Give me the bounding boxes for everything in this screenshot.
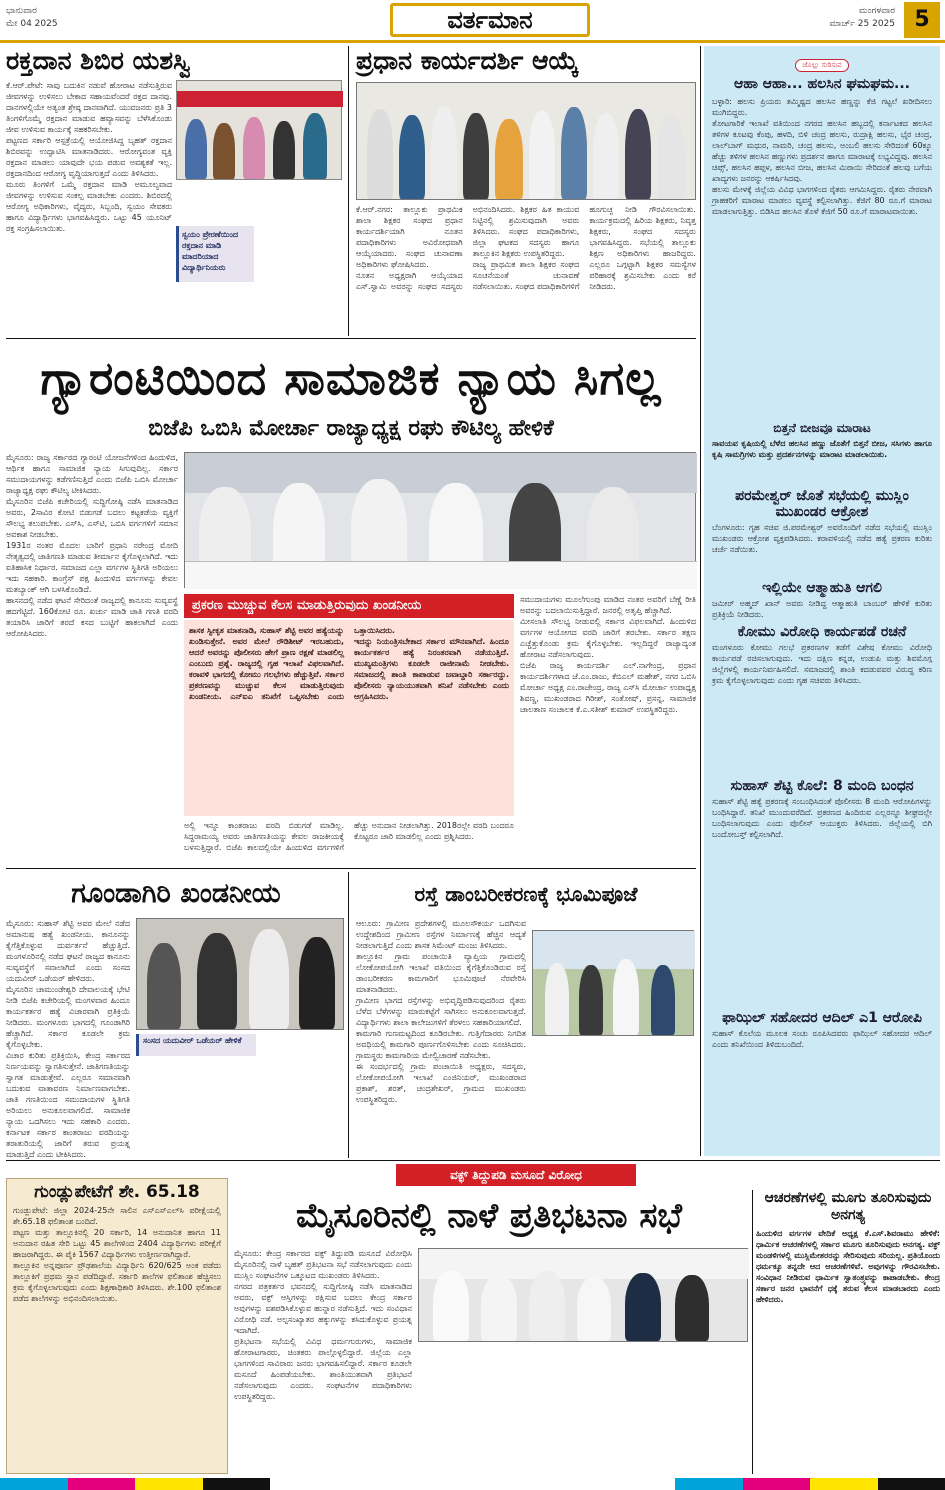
masthead-bar bbox=[0, 0, 945, 40]
photo-banner bbox=[177, 91, 343, 107]
column-divider bbox=[348, 872, 349, 1158]
bottom-mid-body-left: ಮೈಸೂರು: ಕೇಂದ್ರ ಸರ್ಕಾರದ ವಕ್ಫ್ ತಿದ್ದುಪಡಿ ಮಸೂದೆ ವಿರೋಧಿಸಿ ಮೈಸೂರಿನಲ್ಲಿ ನಾಳೆ ಬೃಹತ್ ಪ್ರತಿಭಟನಾ ಸಭೆ ನಡೆಸಲಾಗುವುದು ಎಂದು ಮುಸ್ಲಿಂ ಸಂಘಟನೆಗಳ ಒಕ್ಕೂಟದ ಮುಖಂಡರು ತಿಳಿಸಿದರು. ನಗರದ ಪತ್ರಕರ್ತರ ಭವನದಲ್ಲಿ ಸುದ್ದಿಗೋಷ್ಠಿ ನಡೆಸಿ ಮಾತನಾಡಿದ ಅವರು, ವಕ್ಫ್ ಆಸ್ತಿಗಳನ್ನು ರಕ್ಷಿಸುವ ಬದಲು ಕೇಂದ್ರ ಸರ್ಕಾರ ಅವುಗಳನ್ನು ವಶಪಡಿಸಿಕೊಳ್ಳುವ ಹುನ್ನಾರ ನಡೆಸುತ್ತಿದೆ. ಇದು ಸಂವಿಧಾನ ವಿರೋಧಿ ನಡೆ. ಅಲ್ಪಸಂಖ್ಯಾತರ ಹಕ್ಕುಗಳನ್ನು ಕಸಿದುಕೊಳ್ಳುವ ಪ್ರಯತ್ನ ಇದಾಗಿದೆ. ಪ್ರತಿಭಟನಾ ಸಭೆಯಲ್ಲಿ ವಿವಿಧ ಧರ್ಮಗುರುಗಳು, ಸಾಮಾಜಿಕ ಹೋರಾಟಗಾರರು, ಚಿಂತಕರು ಪಾಲ್ಗೊಳ್ಳಲಿದ್ದಾರೆ. ಜಿಲ್ಲೆಯ ಎಲ್ಲಾ ಭಾಗಗಳಿಂದ ಸಾವಿರಾರು ಜನರು ಭಾಗವಹಿಸಲಿದ್ದಾರೆ. ಸರ್ಕಾರ ಕೂಡಲೇ ಮಸೂದೆ ಹಿಂಪಡೆಯಬೇಕು. ಶಾಂತಿಯುತವಾಗಿ ಪ್ರತಿಭಟನೆ ನಡೆಸಲಾಗುವುದು ಎಂದರು. ಸಂಘಟನೆಗಳ ಪದಾಧಿಕಾರಿಗಳು ಉಪಸ್ಥಿತರಿದ್ದರು. bbox=[234, 1249, 412, 1401]
lead-body-left: ಮೈಸೂರು: ರಾಜ್ಯ ಸರ್ಕಾರದ ಗ್ಯಾರಂಟಿ ಯೋಜನೆಗಳಿಂದ ಹಿಂದುಳಿದ, ಆರ್ಥಿಕ ಹಾಗೂ ಸಾಮಾಜಿಕ ನ್ಯಾಯ ಸಿಗುವುದಿಲ್ಲ. ಸರ್ಕಾರ ಸಮುದಾಯಗಳನ್ನು ಕಡೆಗಣಿಸುತ್ತಿದೆ ಎಂದು ಬಿಜೆಪಿ ಒಬಿಸಿ ಮೋರ್ಚಾ ರಾಜ್ಯಾಧ್ಯಕ್ಷ ರಘು ಕೌಟಿಲ್ಯ ಟೀಕಿಸಿದರು. ಮೈಸೂರಿನ ಬಿಜೆಪಿ ಕಚೇರಿಯಲ್ಲಿ ಸುದ್ದಿಗೋಷ್ಠಿ ನಡೆಸಿ ಮಾತನಾಡಿದ ಅವರು, 2ಸಾವಿರ ಕೋಟಿ ಬಿಡುಗಡೆ ಬದಲು ಕಟ್ಟಕಡೆಯ ವ್ಯಕ್ತಿಗೆ ಸೌಲಭ್ಯ ತಲುಪಬೇಕು. ಎಸ್‌ಸಿ, ಎಸ್‌ಟಿ, ಒಬಿಸಿ ವರ್ಗಗಳಿಗೆ ಸಮಾನ ಅವಕಾಶ ನೀಡಬೇಕು. 1931ರ ನಂತರ ಮೊದಲ ಬಾರಿಗೆ ಪ್ರಧಾನಿ ನರೇಂದ್ರ ಮೋದಿ ನೇತೃತ್ವದಲ್ಲಿ ಜಾತಿಗಣತಿ ಮಾಡುವ ತೀರ್ಮಾನ ಕೈಗೊಳ್ಳಲಾಗಿದೆ. ಇದು ಐತಿಹಾಸಿಕ ನಿರ್ಧಾರ. ಸಮಾಜದ ಎಲ್ಲಾ ವರ್ಗಗಳ ಸ್ಥಿತಿಗತಿ ಅರಿಯಲು ಇದು ಸಹಕಾರಿ. ಕಾಂಗ್ರೆಸ್ ಪಕ್ಷ ಹಿಂದುಳಿದ ವರ್ಗಗಳನ್ನು ಕೇವಲ ಮತಬ್ಯಾಂಕ್ ಆಗಿ ಬಳಸಿಕೊಂಡಿದೆ. ಹಾಸನದಲ್ಲಿ ನಡೆದ ಘಟನೆ ಸೇರಿದಂತೆ ರಾಜ್ಯದಲ್ಲಿ ಕಾನೂನು ಸುವ್ಯವಸ್ಥೆ ಹದಗೆಟ್ಟಿದೆ. 160ಕೋಟಿ ರೂ. ಖರ್ಚು ಮಾಡಿ ಜಾತಿ ಗಣತಿ ವರದಿ ತಯಾರಿಸಿ ಜಾರಿಗೆ ತರದೆ ಕಸದ ಬುಟ್ಟಿಗೆ ಹಾಕಲಾಗಿದೆ ಎಂದು ಆರೋಪಿಸಿದರು. bbox=[6, 453, 178, 638]
bottom-left-headline: ಗುಂಡ್ಲುಪೇಟೆಗೆ ಶೇ. 65.18 bbox=[34, 1182, 200, 1202]
sidebar-s2-head: ಬಿತ್ತನೆ ಬೀಜವೂ ಮಾರಾಟ bbox=[773, 421, 871, 436]
person-silhouette bbox=[579, 965, 603, 1035]
sidebar-tag: ಜೊಲ್ಲು ಸುರಿಸುವ bbox=[795, 59, 848, 72]
person-silhouette bbox=[481, 1275, 517, 1341]
lead-headline: ಗ್ಯಾರಂಟಿಯಿಂದ ಸಾಮಾಜಿಕ ನ್ಯಾಯ ಸಿಗಲ್ಲ bbox=[40, 351, 662, 405]
sidebar-s6-body: ಸುಹಾಸ್ ಶೆಟ್ಟಿ ಹತ್ಯೆ ಪ್ರಕರಣಕ್ಕೆ ಸಂಬಂಧಿಸಿದಂತೆ ಪೊಲೀಸರು 8 ಮಂದಿ ಆರೋಪಿಗಳನ್ನು ಬಂಧಿಸಿದ್ದಾರೆ. ತನಿಖೆ ಮುಂದುವರೆದಿದೆ. ಪ್ರಕರಣದ ಹಿಂದಿರುವ ಎಲ್ಲರನ್ನೂ ಶೀಘ್ರದಲ್ಲೇ ಬಂಧಿಸಲಾಗುವುದು ಎಂದು ಪೊಲೀಸ್ ಆಯುಕ್ತರು ತಿಳಿಸಿದರು. ಜಿಲ್ಲೆಯಲ್ಲಿ ಬಿಗಿ ಬಂದೋಬಸ್ತ್ ಕಲ್ಪಿಸಲಾಗಿದೆ. bbox=[712, 797, 935, 840]
sidebar-tag-wrap bbox=[704, 52, 940, 72]
person-silhouette bbox=[431, 107, 457, 199]
sidebar-s4-body: ಜಮೀರ್ ಅಹ್ಮದ್ ಖಾನ್ ಅವರು ನೀಡಿದ್ದ ಆತ್ಮಾಹುತಿ ಬಾಂಬರ್ ಹೇಳಿಕೆ ಕುರಿತು ಪ್ರತಿಕ್ರಿಯೆ ನೀಡಿದರು. bbox=[712, 599, 935, 620]
bottom-right-body: ಹಿಂದುಳಿದ ವರ್ಗಗಳ ವೇದಿಕೆ ಅಧ್ಯಕ್ಷ ಕೆ.ಎಸ್.ಶಿವರಾಮು ಹೇಳಿಕೆ: ಧಾರ್ಮಿಕ ಆಚರಣೆಗಳಲ್ಲಿ ಸರ್ಕಾರ ಮೂಗು ತೂರಿಸುವುದು ಅನಗತ್ಯ. ವಕ್ಫ್ ಮಂಡಳಿಗಳಲ್ಲಿ ಮುಸ್ಲಿಮೇತರರನ್ನು ಸೇರಿಸುವುದು ಸರಿಯಲ್ಲ. ಪ್ರತಿಯೊಂದು ಧರ್ಮಕ್ಕೂ ತನ್ನದೇ ಆದ ಆಚರಣೆಗಳಿವೆ. ಅವುಗಳನ್ನು ಗೌರವಿಸಬೇಕು. ಸಂವಿಧಾನ ನೀಡಿರುವ ಧಾರ್ಮಿಕ ಸ್ವಾತಂತ್ರ್ಯವನ್ನು ಕಾಪಾಡಬೇಕು. ಕೇಂದ್ರ ಸರ್ಕಾರ ಜನರ ಭಾವನೆಗೆ ಧಕ್ಕೆ ತರುವ ಕೆಲಸ ಮಾಡಬಾರದು ಎಂದು ಹೇಳಿದರು. bbox=[756, 1229, 943, 1304]
sidebar-s3-head: ಪರಮೇಶ್ವರ್ ಜೊತೆ ಸಭೆಯಲ್ಲಿ ಮುಸ್ಲಿಂ ಮುಖಂಡರ ಆಕ್ರೋಶ bbox=[735, 487, 909, 520]
sidebar-s7-head: ಫಾಝಿಲ್ ಸಹೋದರ ಆದಿಲ್ ಎ1 ಆರೋಪಿ bbox=[722, 1010, 922, 1027]
story3-body-right bbox=[260, 1034, 344, 1158]
person-silhouette bbox=[529, 1271, 565, 1341]
story1-photo bbox=[176, 80, 342, 180]
lead-photo bbox=[184, 452, 696, 588]
sidebar-s5-head: ಕೋಮು ವಿರೋಧಿ ಕಾರ್ಯಪಡೆ ರಚನೆ bbox=[737, 624, 907, 641]
masthead-title-box bbox=[390, 3, 590, 37]
person-silhouette bbox=[613, 959, 639, 1035]
person-silhouette bbox=[561, 107, 587, 199]
bottom-mid-body-right bbox=[418, 1346, 748, 1474]
story4-photo bbox=[532, 930, 694, 1036]
bottom-left-body: ಗುಂಡ್ಲುಪೇಟೆ: ಜಿಲ್ಲಾ 2024-25ನೇ ಸಾಲಿನ ಎಸ್‌ಎಸ್‌ಎಲ್‌ಸಿ ಪರೀಕ್ಷೆಯಲ್ಲಿ ಶೇ.65.18 ಫಲಿತಾಂಶ ಬಂದಿದೆ. ಪಟ್ಟಣ ಮತ್ತು ತಾಲ್ಲೂಕಿನಲ್ಲಿ 20 ಸರ್ಕಾರಿ, 14 ಅನುದಾನಿತ ಹಾಗೂ 11 ಅನುದಾನ ರಹಿತ ಸೇರಿ ಒಟ್ಟು 45 ಶಾಲೆಗಳಿಂದ 2404 ವಿದ್ಯಾರ್ಥಿಗಳು ಪರೀಕ್ಷೆಗೆ ಹಾಜರಾಗಿದ್ದರು. ಈ ಪೈಕಿ 1567 ವಿದ್ಯಾರ್ಥಿಗಳು ಉತ್ತೀರ್ಣರಾಗಿದ್ದಾರೆ. ತಾಲ್ಲೂಕಿನ ಅನ್ನಪೂರ್ಣ ಪ್ರೌಢಶಾಲೆಯ ವಿದ್ಯಾರ್ಥಿನಿ 620/625 ಅಂಕ ಪಡೆದು ತಾಲ್ಲೂಕಿಗೆ ಪ್ರಥಮ ಸ್ಥಾನ ಪಡೆದಿದ್ದಾರೆ. ಸರ್ಕಾರಿ ಶಾಲೆಗಳ ಫಲಿತಾಂಶ ಹೆಚ್ಚಿಸಲು ಕ್ರಮ ಕೈಗೊಳ್ಳಲಾಗುವುದು ಎಂದು ಶಿಕ್ಷಣಾಧಿಕಾರಿ ತಿಳಿಸಿದರು. ಶೇ.100 ಫಲಿತಾಂಶ ಪಡೆದ ಶಾಲೆಗಳನ್ನು ಅಭಿನಂದಿಸಲಾಯಿತು. bbox=[13, 1206, 221, 1303]
person-silhouette bbox=[625, 1273, 661, 1341]
sidebar-s7-body: ಸುಹಾಸ್ ಕೊಲೆಯ ಮೂಲಕ ಸಂಚು ರೂಪಿಸಿದವರು ಫಾಝಿಲ್ ಸಹೋದರ ಆದಿಲ್ ಎಂದು ತನಿಖೆಯಿಂದ ತಿಳಿದುಬಂದಿದೆ. bbox=[712, 1029, 935, 1050]
person-silhouette bbox=[273, 121, 295, 179]
person-silhouette bbox=[249, 929, 289, 1029]
story1-body: ಕೆ.ಆರ್.ಪೇಟೆ: ಸಾವು ಬದುಕಿನ ನಡುವೆ ಹೋರಾಟ ನಡೆಸುತ್ತಿರುವ ಜೀವಗಳನ್ನು ಉಳಿಸಲು ಬೇಕಾದ ಸಹಾಯವೆಂದರೆ ರಕ್ತದ ದಾನವು. ದಾನಗಳಲ್ಲಿಯೇ ಅತ್ಯಂತ ಶ್ರೇಷ್ಠ ದಾನವಾಗಿದೆ. ಯುವಜನರು ಪ್ರತಿ 3 ತಿಂಗಳಿಗೊಮ್ಮೆ ರಕ್ತದಾನ ಮಾಡುವ ಹವ್ಯಾಸವನ್ನು ಬೆಳೆಸಿಕೊಂಡು ಜೀವ ಉಳಿಸುವ ಕಾರ್ಯಕ್ಕೆ ಸಹಕರಿಸಬೇಕು. ಪಟ್ಟಣದ ಸರ್ಕಾರಿ ಆಸ್ಪತ್ರೆಯಲ್ಲಿ ಆಯೋಜಿಸಿದ್ದ ಬೃಹತ್ ರಕ್ತದಾನ ಶಿಬಿರವನ್ನು ಉದ್ಘಾಟಿಸಿ ಮಾತನಾಡಿದರು. ಆರೋಗ್ಯವಂತ ವ್ಯಕ್ತಿ ರಕ್ತದಾನ ಮಾಡಲು ಯಾವುದೇ ಭಯ ಪಡುವ ಅವಶ್ಯಕತೆ ಇಲ್ಲ. ರಕ್ತದಾನದಿಂದ ಆರೋಗ್ಯ ವೃದ್ಧಿಯಾಗುತ್ತದೆ ಎಂದು ತಿಳಿಸಿದರು. ಮೂರು ತಿಂಗಳಿಗೆ ಒಮ್ಮೆ ರಕ್ತದಾನ ಮಾಡಿ ಅಮೂಲ್ಯವಾದ ಜೀವಗಳನ್ನು ಉಳಿಸುವ ಸಂಕಲ್ಪ ಮಾಡಬೇಕು ಎಂದರು. ಶಿಬಿರದಲ್ಲಿ ಆರೋಗ್ಯ ಅಧಿಕಾರಿಗಳು, ವೈದ್ಯರು, ಸಿಬ್ಬಂದಿ, ಸ್ವಯಂ ಸೇವಕರು ಹಾಗೂ ವಿದ್ಯಾರ್ಥಿಗಳು ಭಾಗವಹಿಸಿದ್ದರು. ಒಟ್ಟು 45 ಯೂನಿಟ್ ರಕ್ತ ಸಂಗ್ರಹಿಸಲಾಯಿತು. bbox=[6, 81, 172, 233]
registration-strip bbox=[0, 1478, 945, 1490]
day-right: ಮಂಗಳವಾರ bbox=[858, 6, 895, 16]
sidebar-s5-body: ಮಂಗಳೂರು ಕೋಮು ಗಲಭೆ ಪ್ರಕರಣಗಳ ತಡೆಗೆ ವಿಶೇಷ ಕೋಮು ವಿರೋಧಿ ಕಾರ್ಯಪಡೆ ರಚಿಸಲಾಗುವುದು. ಇದು ದಕ್ಷಿಣ ಕನ್ನಡ, ಉಡುಪಿ ಮತ್ತು ಶಿವಮೊಗ್ಗ ಜಿಲ್ಲೆಗಳಲ್ಲಿ ಕಾರ್ಯನಿರ್ವಹಿಸಲಿದೆ. ಸಮಾಜದಲ್ಲಿ ಶಾಂತಿ ಕದಡುವವರ ವಿರುದ್ಧ ಕಠಿಣ ಕ್ರಮ ಕೈಗೊಳ್ಳಲಾಗುವುದು ಎಂದು ಗೃಹ ಸಚಿವರು ತಿಳಿಸಿದರು. bbox=[712, 643, 935, 686]
story2-headline: ಪ್ರಧಾನ ಕಾರ್ಯದರ್ಶಿ ಆಯ್ಕೆ bbox=[356, 46, 579, 75]
person-silhouette bbox=[577, 1277, 611, 1341]
story4-headline: ರಸ್ತೆ ಡಾಂಬರೀಕರಣಕ್ಕೆ ಭೂಮಿಪೂಜೆ bbox=[414, 882, 638, 906]
person-silhouette bbox=[625, 109, 651, 199]
sidebar-s1-body: ಬಳ್ಳಾರಿ: ಹಲಸು ಪ್ರಿಯರು ತಮ್ಮಿಷ್ಟದ ಹಲಸಿನ ಹಣ್ಣನ್ನು ಕೆಜಿ ಗಟ್ಟಲೆ ಖರೀದಿಸಲು ಮುಗಿಬಿದ್ದರು. ತೋಟಗಾರಿಕೆ ಇಲಾಖೆ ವತಿಯಿಂದ ನಗರದ ಹಲಸಿನ ಹಬ್ಬದಲ್ಲಿ ಕರ್ನಾಟಕದ ಹಲಸಿನ ತಳಿಗಳ ಕೂಟವು ಕೆಂಪು, ಹಳದಿ, ಬಿಳಿ ಚಂದ್ರ ಹಲಸು, ರುದ್ರಾಕ್ಷಿ ಹಲಸು, ಭೈರ ಚಂದ್ರ, ಲಾಲ್‌ಬಾಗ್ ಮಧುರ, ನಾಮರಿ, ಚಂದ್ರ ಹಲಸು, ಅಂಬಲಿ ಹಲಸು ಸೇರಿದಂತೆ 60ಕ್ಕೂ ಹೆಚ್ಚು ತಳಿಗಳ ಹಲಸಿನ ಹಣ್ಣುಗಳು ಪ್ರದರ್ಶನ ಹಾಗೂ ಮಾರಾಟಕ್ಕೆ ಲಭ್ಯವಿದ್ದವು. ಹಲಸಿನ ಚಿಪ್ಸ್, ಹಲಸಿನ ಹಪ್ಪಳ, ಹಲಸಿನ ಬೀಜ, ಹಲಸಿನ ಮಿಠಾಯಿ ಸೇರಿದಂತೆ ಹಲವು ಬಗೆಯ ಖಾದ್ಯಗಳು ಜನರನ್ನು ಆಕರ್ಷಿಸಿದವು. ಹಲಸು ಮೇಳಕ್ಕೆ ಜಿಲ್ಲೆಯ ವಿವಿಧ ಭಾಗಗಳಿಂದ ರೈತರು ಆಗಮಿಸಿದ್ದರು. ರೈತರು ನೇರವಾಗಿ ಗ್ರಾಹಕರಿಗೆ ಮಾರಾಟ ಮಾಡಲು ವ್ಯವಸ್ಥೆ ಕಲ್ಪಿಸಲಾಗಿತ್ತು. ಕೆಜಿಗೆ 80 ರೂ.ಗೆ ಮಾರಾಟ ಮಾಡಲಾಗುತ್ತಿತ್ತು. ಬಿಡಿಸಿದ ಹಲಸಿನ ತೊಳೆ ಕೆಜಿಗೆ 50 ರೂ.ಗೆ ಮಾರಾಟವಾಯಿತು. bbox=[712, 97, 932, 217]
sidebar bbox=[704, 46, 940, 1156]
person-silhouette bbox=[367, 109, 393, 199]
date-right: ಮಾರ್ಚ್ 25 2025 bbox=[829, 19, 895, 29]
section-rule bbox=[6, 338, 696, 339]
lead-subhead: ಬಿಜೆಪಿ ಒಬಿಸಿ ಮೋರ್ಚಾ ರಾಜ್ಯಾಧ್ಯಕ್ಷ ರಘು ಕೌಟಿಲ್ಯ ಹೇಳಿಕೆ bbox=[148, 416, 554, 441]
sidebar-s3-body: ಬೆಂಗಳೂರು: ಗೃಹ ಸಚಿವ ಜಿ.ಪರಮೇಶ್ವರ್ ಅವರೊಂದಿಗೆ ನಡೆದ ಸಭೆಯಲ್ಲಿ ಮುಸ್ಲಿಂ ಮುಖಂಡರು ಆಕ್ರೋಶ ವ್ಯಕ್ತಪಡಿಸಿದರು. ಕರಾವಳಿಯಲ್ಲಿ ನಡೆದ ಹತ್ಯೆ ಪ್ರಕರಣ ಕುರಿತು ಚರ್ಚೆ ನಡೆಯಿತು. bbox=[712, 523, 935, 555]
bottom-mid-photo bbox=[418, 1248, 748, 1342]
lead-body-bottom: ಅಲ್ಲಿ ಇನ್ನೂ ಕಾಂತರಾಜು ವರದಿ ಬಿಡುಗಡೆ ಮಾಡಿಲ್ಲ. ಸಿದ್ದರಾಮಯ್ಯ ಅವರು ಜಾತಿಗಣತಿಯನ್ನು ಕೇವಲ ರಾಜಕೀಯಕ್ಕೆ ಬಳಸುತ್ತಿದ್ದಾರೆ. ಬಿಜೆಪಿ ಕಾಲದಲ್ಲಿಯೇ ಹಿಂದುಳಿದ ವರ್ಗಗಳಿಗೆ ಹೆಚ್ಚು ಅನುದಾನ ನೀಡಲಾಗಿತ್ತು. 2018ರಲ್ಲೇ ವರದಿ ಬಂದರೂ ಕೊಟ್ಟರೂ ಜಾರಿ ಮಾಡಲಿಲ್ಲ ಎಂದು ಪ್ರಶ್ನಿಸಿದರು. bbox=[184, 821, 517, 852]
press-table bbox=[185, 561, 697, 589]
date-left: ಮೇ 04 2025 bbox=[6, 19, 58, 29]
waqf-tag-wrap bbox=[396, 1164, 636, 1186]
sidebar-s2-body: ಸಾವಯವ ಕೃಷಿಯಲ್ಲಿ ಬೆಳೆದ ಹಲಸಿನ ಹಣ್ಣು ಜೊತೆಗೆ ಬಿತ್ತನೆ ಬೀಜ, ಸಸಿಗಳು ಹಾಗೂ ಕೃಷಿ ಸಾಮಗ್ರಿಗಳು ಮತ್ತು ಪ್ರದರ್ಶನಗಳನ್ನು ಮಾರಾಟ ಮಾಡಲಾಯಿತು. bbox=[712, 438, 935, 459]
date-right-block bbox=[785, 5, 895, 35]
person-silhouette bbox=[213, 123, 235, 179]
bottom-mid-headline: ಮೈಸೂರಿನಲ್ಲಿ ನಾಳೆ ಪ್ರತಿಭಟನಾ ಸಭೆ bbox=[295, 1196, 683, 1236]
date-left-block bbox=[6, 5, 126, 35]
bottom-right-box bbox=[756, 1190, 943, 1474]
person-silhouette bbox=[495, 119, 523, 199]
person-silhouette bbox=[529, 111, 555, 199]
callout-text: ಸಂಸದ ಯದುವೀರ್ ಒಡೆಯರ್ ಹೇಳಿಕೆ bbox=[143, 1036, 242, 1045]
person-silhouette bbox=[545, 963, 569, 1035]
story2-body: ಕೆ.ಆರ್.ನಗರ: ತಾಲ್ಲೂಕು ಪ್ರಾಥಮಿಕ ಶಾಲಾ ಶಿಕ್ಷಕರ ಸಂಘದ ಪ್ರಧಾನ ಕಾರ್ಯದರ್ಶಿಯಾಗಿ ನೂತನ ಪದಾಧಿಕಾರಿಗಳು ಅವಿರೋಧವಾಗಿ ಆಯ್ಕೆಯಾದರು. ಸಂಘದ ಚುನಾವಣಾ ಅಧಿಕಾರಿಗಳು ಘೋಷಿಸಿದರು. ನೂತನ ಅಧ್ಯಕ್ಷರಾಗಿ ಆಯ್ಕೆಯಾದ ಎಸ್.ಸ್ವಾಮಿ ಅವರನ್ನು ಸಂಘದ ಸದಸ್ಯರು ಅಭಿನಂದಿಸಿದರು. ಶಿಕ್ಷಕರ ಹಿತ ಕಾಯುವ ನಿಟ್ಟಿನಲ್ಲಿ ಶ್ರಮಿಸುವುದಾಗಿ ಅವರು ತಿಳಿಸಿದರು. ಸಂಘದ ಪದಾಧಿಕಾರಿಗಳು, ಜಿಲ್ಲಾ ಘಟಕದ ಸದಸ್ಯರು ಹಾಗೂ ತಾಲ್ಲೂಕಿನ ಶಿಕ್ಷಕರು ಉಪಸ್ಥಿತರಿದ್ದರು. ರಾಜ್ಯ ಪ್ರಾಥಮಿಕ ಶಾಲಾ ಶಿಕ್ಷಕರ ಸಂಘದ ಸೂಚನೆಯಂತೆ ಚುನಾವಣೆ ನಡೆಸಲಾಯಿತು. ಸಂಘದ ಪದಾಧಿಕಾರಿಗಳಿಗೆ ಹೂಗುಚ್ಛ ನೀಡಿ ಗೌರವಿಸಲಾಯಿತು. ಕಾರ್ಯಕ್ರಮದಲ್ಲಿ ಹಿರಿಯ ಶಿಕ್ಷಕರು, ನಿವೃತ್ತ ಶಿಕ್ಷಕರು, ಸಂಘದ ಸದಸ್ಯರು ಭಾಗವಹಿಸಿದ್ದರು. ಸಭೆಯಲ್ಲಿ ತಾಲ್ಲೂಕು ಶಿಕ್ಷಣ ಅಧಿಕಾರಿಗಳು ಹಾಜರಿದ್ದರು. ಎಲ್ಲರೂ ಒಗ್ಗಟ್ಟಾಗಿ ಶಿಕ್ಷಕರ ಸಮಸ್ಯೆಗಳ ಪರಿಹಾರಕ್ಕೆ ಶ್ರಮಿಸಬೇಕು ಎಂದು ಕರೆ ನೀಡಿದರು. bbox=[356, 205, 696, 291]
story1-callout bbox=[176, 226, 254, 282]
header-rule bbox=[0, 40, 945, 43]
story1-headline: ರಕ್ತದಾನ ಶಿಬಿರ ಯಶಸ್ವಿ bbox=[6, 46, 191, 75]
lead-body-right: ಸಮುದಾಯಗಳು ಮೂಲೆಗುಂಪು ಮಾಡಿದ ನಂತರ ಅವರಿಗೆ ಬೆಣ್ಣೆ ರೀತಿ ಅವರನ್ನು ಬದಲಾಯಿಸುತ್ತಿದ್ದಾರೆ. ಜನರಲ್ಲಿ ಅತೃಪ್ತಿ ಹೆಚ್ಚಾಗಿದೆ. ಮೀಸಲಾತಿ ಸೌಲಭ್ಯ ನೀಡುವಲ್ಲಿ ಸರ್ಕಾರ ವಿಫಲವಾಗಿದೆ. ಹಿಂದುಳಿದ ವರ್ಗಗಳ ಆಯೋಗದ ವರದಿ ಜಾರಿಗೆ ತರಬೇಕು. ಸರ್ಕಾರ ತಕ್ಷಣ ಎಚ್ಚೆತ್ತುಕೊಂಡು ಕ್ರಮ ಕೈಗೊಳ್ಳಬೇಕು. ಇಲ್ಲದಿದ್ದರೆ ರಾಜ್ಯಾದ್ಯಂತ ಹೋರಾಟ ನಡೆಸಲಾಗುವುದು. ಬಿಜೆಪಿ ರಾಜ್ಯ ಕಾರ್ಯದರ್ಶಿ ಎಲ್.ನಾಗೇಂದ್ರ, ಪ್ರಧಾನ ಕಾರ್ಯದರ್ಶಿಗಳಾದ ಜೆ.ಎಂ.ರಾಜು, ಕೆಬಿಎಲ್ ಮಹೇಶ್, ನಗರ ಒಬಿಸಿ ಮೋರ್ಚಾ ಅಧ್ಯಕ್ಷ ಎಂ.ರಾಜೇಂದ್ರ, ರಾಜ್ಯ ಎಸ್‌ಸಿ ಮೋರ್ಚಾ ಉಪಾಧ್ಯಕ್ಷ ಶಿವಣ್ಣ, ಮುಖಂಡರಾದ ಗಿರೀಶ್, ಸಂತೋಷ್, ಪ್ರಸನ್ನ, ಸಾಮಾಜಿಕ ಜಾಲತಾಣ ಸಂಚಾಲಕ ಕೆ.ಎ.ಸತೀಶ್ ಕುಮಾರ್ ಉಪಸ್ಥಿತರಿದ್ದರು. bbox=[520, 595, 696, 714]
person-silhouette bbox=[463, 113, 489, 199]
photo-backdrop bbox=[419, 1249, 749, 1279]
lead-red-banner: ಪ್ರಕರಣ ಮುಚ್ಚುವ ಕೆಲಸ ಮಾಡುತ್ತಿರುವುದು ಖಂಡನೀಯ bbox=[184, 594, 514, 618]
story3-callout bbox=[136, 1034, 256, 1056]
story3-body-left: ಮೈಸೂರು: ಸುಹಾಸ್ ಶೆಟ್ಟಿ ಅವರ ಮೇಲೆ ನಡೆದ ಅಮಾನುಷ ಹತ್ಯೆ ಖಂಡನೀಯ. ಕಾನೂನನ್ನು ಕೈಗೆತ್ತಿಕೊಳ್ಳುವ ದುರ್ವರ್ತನೆ ಹೆಚ್ಚುತ್ತಿದೆ. ಮಂಗಳೂರಿನಲ್ಲಿ ನಡೆದ ಘಟನೆ ರಾಜ್ಯದ ಕಾನೂನು ಸುವ್ಯವಸ್ಥೆಗೆ ಸವಾಲಾಗಿದೆ ಎಂದು ಸಂಸದ ಯದುವೀರ್ ಒಡೆಯರ್ ಹೇಳಿದರು. ಮೈಸೂರಿನ ಚಾಮುಂಡೇಶ್ವರಿ ದೇವಾಲಯಕ್ಕೆ ಭೇಟಿ ನೀಡಿ ಬಿಜೆಪಿ ಕಚೇರಿಯಲ್ಲಿ ಮಂಗಳವಾರ ಹಿಂದೂ ಕಾರ್ಯಕರ್ತರ ಹತ್ಯೆ ವಿಚಾರವಾಗಿ ಪ್ರತಿಕ್ರಿಯೆ ನೀಡಿದರು. ಮಂಗಳೂರು ಭಾಗದಲ್ಲಿ ಗೂಂಡಾಗಿರಿ ಹೆಚ್ಚಾಗಿದೆ. ಸರ್ಕಾರ ಕೂಡಲೇ ಕ್ರಮ ಕೈಗೊಳ್ಳಬೇಕು. ವಿಚಾರ ಕುರಿತು ಪ್ರತಿಕ್ರಿಯಿಸಿ, ಕೇಂದ್ರ ಸರ್ಕಾರದ ನಿರ್ಣಯವನ್ನು ಸ್ವಾಗತಿಸುತ್ತೇನೆ. ಜಾತಿಗಣತಿಯನ್ನು ಸ್ವಾಗತ ಮಾಡುತ್ತೇವೆ. ಎಲ್ಲರೂ ಸಮಾನವಾಗಿ ಬದುಕುವ ವಾತಾವರಣ ನಿರ್ಮಾಣವಾಗಬೇಕು. ಜಾತಿ ಗಣತಿಯಿಂದ ಸಮುದಾಯಗಳ ಸ್ಥಿತಿಗತಿ ಅರಿಯಲು ಅನುಕೂಲವಾಗಲಿದೆ. ಸಾಮಾಜಿಕ ನ್ಯಾಯ ಒದಗಿಸಲು ಇದು ಸಹಕಾರಿ ಎಂದರು. ಕರ್ನಾಟಕ ಸರ್ಕಾರ ಕಾಂತರಾಜು ವರದಿಯನ್ನು ತರಾತುರಿಯಲ್ಲಿ ಜಾರಿಗೆ ತರುವ ಪ್ರಯತ್ನ ಮಾಡುತ್ತಿದೆ ಎಂದು ಟೀಕಿಸಿದರು. bbox=[6, 919, 130, 1159]
sidebar-s4-head: ಇಲ್ಲಿಯೇ ಆತ್ಮಾಹುತಿ ಆಗಲಿ bbox=[762, 580, 882, 597]
sidebar-s1-head: ಆಹಾ ಆಹಾ... ಹಲಸಿನ ಘಮಘಮ... bbox=[734, 76, 910, 92]
person-silhouette bbox=[657, 115, 685, 199]
person-silhouette bbox=[593, 113, 619, 199]
bottom-right-headline: ಆಚರಣೆಗಳಲ್ಲಿ ಮೂಗು ತೂರಿಸುವುದು ಅನಗತ್ಯ bbox=[764, 1190, 932, 1223]
person-silhouette bbox=[675, 1275, 709, 1341]
story4-body-right bbox=[532, 1040, 694, 1158]
person-silhouette bbox=[299, 937, 335, 1029]
person-silhouette bbox=[651, 965, 675, 1035]
lead-pink-box: ಶಾಸಕ ಸ್ವೀಕೃತ ಮಾತನಾಡಿ, ಸುಹಾಸ್ ಶೆಟ್ಟಿ ಅವರ ಹತ್ಯೆಯನ್ನು ಖಂಡಿಸುತ್ತೇನೆ. ಅವರ ಮೇಲೆ ರೌಡಿಶೀಟ್ ಇರಬಹುದು, ಆದರೆ ಅವರನ್ನು ಪೊಲೀಸರು ಹೇಗೆ ಪ್ರಾಣ ರಕ್ಷಣೆ ಮಾಡಲಿಲ್ಲ ಎಂಬುದು ಪ್ರಶ್ನೆ. ರಾಜ್ಯದಲ್ಲಿ ಗೃಹ ಇಲಾಖೆ ವಿಫಲವಾಗಿದೆ. ಕರಾವಳಿ ಭಾಗದಲ್ಲಿ ಕೋಮು ಗಲಭೆಗಳು ಹೆಚ್ಚುತ್ತಿವೆ. ಸರ್ಕಾರ ಪ್ರಕರಣವನ್ನು ಮುಚ್ಚುವ ಕೆಲಸ ಮಾಡುತ್ತಿರುವುದು ಖಂಡನೀಯ. ಎನ್ಐಎ ತನಿಖೆಗೆ ಒಪ್ಪಿಸಬೇಕು ಎಂದು ಒತ್ತಾಯಿಸಿದರು. ಇದನ್ನು ನಿಯಂತ್ರಿಸಬೇಕಾದ ಸರ್ಕಾರ ಮೌನವಾಗಿದೆ. ಹಿಂದೂ ಕಾರ್ಯಕರ್ತರ ಹತ್ಯೆ ನಿರಂತರವಾಗಿ ನಡೆಯುತ್ತಿದೆ. ಮುಖ್ಯಮಂತ್ರಿಗಳು ಕೂಡಲೇ ರಾಜೀನಾಮೆ ನೀಡಬೇಕು. ಸಮಾಜದಲ್ಲಿ ಶಾಂತಿ ಕಾಪಾಡುವ ಜವಾಬ್ದಾರಿ ಸರ್ಕಾರದ್ದು. ಪೊಲೀಸರು ನ್ಯಾಯಯುತವಾಗಿ ತನಿಖೆ ನಡೆಸಬೇಕು ಎಂದು ಆಗ್ರಹಿಸಿದರು. bbox=[184, 620, 514, 816]
waqf-tag: ವಕ್ಫ್ ತಿದ್ದುಪಡಿ ಮಸೂದೆ ವಿರೋಧ bbox=[396, 1164, 636, 1186]
person-silhouette bbox=[433, 1271, 469, 1341]
sidebar-s6-head: ಸುಹಾಸ್ ಶೆಟ್ಟಿ ಕೊಲೆ: 8 ಮಂದಿ ಬಂಧನ bbox=[730, 778, 914, 795]
page-number-box bbox=[904, 2, 940, 38]
page-number: 5 bbox=[914, 7, 930, 32]
person-silhouette bbox=[185, 119, 207, 179]
story2-photo bbox=[356, 82, 696, 200]
person-silhouette bbox=[243, 117, 265, 179]
story3-photo bbox=[136, 918, 344, 1030]
section-rule bbox=[6, 868, 696, 869]
day-label: ಭಾನುವಾರ bbox=[6, 6, 37, 16]
story4-body: ಆಲೂರು: ಗ್ರಾಮೀಣ ಪ್ರದೇಶಗಳಲ್ಲಿ ಮೂಲಸೌಕರ್ಯ ಒದಗಿಸುವ ಉದ್ದೇಶದಿಂದ ಗ್ರಾಮೀಣ ರಸ್ತೆಗಳ ನಿರ್ಮಾಣಕ್ಕೆ ಹೆಚ್ಚಿನ ಆದ್ಯತೆ ನೀಡಲಾಗುತ್ತಿದೆ ಎಂದು ಶಾಸಕ ಸಿಮೆಂಟ್ ಮಂಜು ತಿಳಿಸಿದರು. ತಾಲ್ಲೂಕಿನ ಗ್ರಾಮ ಪಂಚಾಯಿತಿ ವ್ಯಾಪ್ತಿಯ ಗ್ರಾಮದಲ್ಲಿ ಲೋಕೋಪಯೋಗಿ ಇಲಾಖೆ ವತಿಯಿಂದ ಕೈಗೆತ್ತಿಕೊಂಡಿರುವ ರಸ್ತೆ ಡಾಂಬರೀಕರಣ ಕಾಮಗಾರಿಗೆ ಭೂಮಿಪೂಜೆ ನೆರವೇರಿಸಿ ಮಾತನಾಡಿದರು. ಗ್ರಾಮೀಣ ಭಾಗದ ರಸ್ತೆಗಳನ್ನು ಅಭಿವೃದ್ಧಿಪಡಿಸುವುದರಿಂದ ರೈತರು ಬೆಳೆದ ಬೆಳೆಗಳನ್ನು ಮಾರುಕಟ್ಟೆಗೆ ಸಾಗಿಸಲು ಅನುಕೂಲವಾಗುತ್ತದೆ. ವಿದ್ಯಾರ್ಥಿಗಳು ಶಾಲಾ ಕಾಲೇಜುಗಳಿಗೆ ತೆರಳಲು ಸಹಕಾರಿಯಾಗಲಿದೆ. ಕಾಮಗಾರಿ ಗುಣಮಟ್ಟದಿಂದ ಕೂಡಿರಬೇಕು. ಗುತ್ತಿಗೆದಾರರು ನಿಗದಿತ ಅವಧಿಯಲ್ಲಿ ಕಾಮಗಾರಿ ಪೂರ್ಣಗೊಳಿಸಬೇಕು ಎಂದು ಸೂಚಿಸಿದರು. ಗ್ರಾಮಸ್ಥರು ಕಾಮಗಾರಿಯ ಮೇಲ್ವಿಚಾರಣೆ ನಡೆಸಬೇಕು. ಈ ಸಂದರ್ಭದಲ್ಲಿ ಗ್ರಾಮ ಪಂಚಾಯಿತಿ ಅಧ್ಯಕ್ಷರು, ಸದಸ್ಯರು, ಲೋಕೋಪಯೋಗಿ ಇಲಾಖೆ ಎಂಜಿನಿಯರ್, ಮುಖಂಡರಾದ ಪ್ರಕಾಶ್, ಶರತ್, ಚಂದ್ರಶೇಖರ್, ಗ್ರಾಮದ ಮುಖಂಡರು ಉಪಸ್ಥಿತರಿದ್ದರು. bbox=[356, 919, 526, 1104]
person-silhouette bbox=[147, 943, 181, 1029]
column-divider bbox=[752, 1190, 753, 1474]
section-rule bbox=[6, 1160, 940, 1161]
column-divider bbox=[348, 46, 349, 336]
column-divider bbox=[700, 46, 701, 1156]
masthead-title: ವರ್ತಮಾನ bbox=[447, 6, 533, 34]
person-silhouette bbox=[399, 115, 425, 199]
bottom-left-box bbox=[6, 1178, 228, 1474]
person-silhouette bbox=[197, 933, 237, 1029]
callout-text: ಸ್ವಯಂ ಪ್ರೇರಣೆಯಿಂದ ರಕ್ತದಾನ ಮಾಡಿ ಮಾದರಿಯಾದ ವಿದ್ಯಾರ್ಥಿನಿಯರು bbox=[182, 230, 239, 272]
story3-headline: ಗೂಂಡಾಗಿರಿ ಖಂಡನೀಯ bbox=[71, 878, 281, 909]
person-silhouette bbox=[303, 113, 327, 179]
